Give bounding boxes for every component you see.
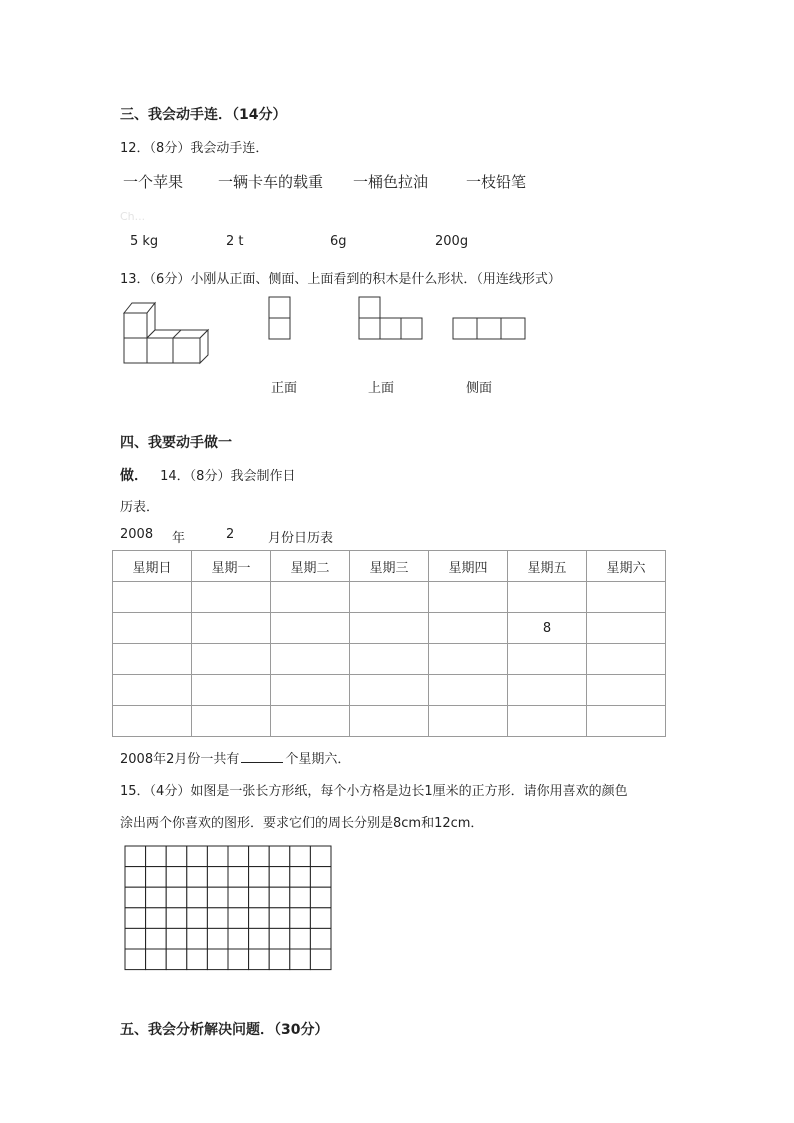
weekday-fri: 星期五 <box>508 551 587 582</box>
calendar-row <box>113 613 666 644</box>
grid-square[interactable] <box>187 867 208 888</box>
q14-prompt-b: 历表． <box>120 500 160 515</box>
view-front-shape <box>268 296 292 340</box>
grid-square[interactable] <box>166 908 187 929</box>
calendar-title: 月份日历表 <box>268 531 334 546</box>
grid-square[interactable] <box>228 846 249 867</box>
calendar-table <box>112 550 666 737</box>
q15-grid-svg[interactable] <box>124 845 334 973</box>
calendar-cell[interactable] <box>113 582 192 613</box>
calendar-header-row <box>113 551 666 582</box>
q14-footer-b: 个星期六． <box>285 752 351 767</box>
q15-line-2: 涂出两个你喜欢的图形．要求它们的周长分别是8cm和12cm． <box>120 816 484 831</box>
grid-square[interactable] <box>207 928 228 949</box>
calendar-cell[interactable] <box>271 644 350 675</box>
grid-square[interactable] <box>269 908 290 929</box>
grid-square[interactable] <box>290 846 311 867</box>
grid-square[interactable] <box>146 949 167 970</box>
grid-square[interactable] <box>228 887 249 908</box>
q15-square-grid[interactable] <box>124 845 334 977</box>
calendar-cell[interactable] <box>350 613 429 644</box>
q12-weight-2t: 2 t <box>226 234 244 249</box>
grid-square[interactable] <box>146 846 167 867</box>
q12-weight-200g: 200g <box>435 234 469 249</box>
q12-item-pencil: 一枝铅笔 <box>466 173 527 191</box>
weekday-sun: 星期日 <box>113 551 192 582</box>
calendar-cell[interactable] <box>587 613 666 644</box>
grid-square[interactable] <box>125 928 146 949</box>
grid-square[interactable] <box>290 949 311 970</box>
grid-square[interactable] <box>249 908 270 929</box>
q13-prompt: 13．（6分）小刚从正面、侧面、上面看到的积木是什么形状．（用连线形式） <box>120 272 561 287</box>
calendar-cell[interactable] <box>271 675 350 706</box>
view-top-shape <box>358 296 424 340</box>
calendar-cell[interactable] <box>350 644 429 675</box>
calendar-cell[interactable] <box>350 582 429 613</box>
calendar-cell[interactable] <box>429 644 508 675</box>
grid-square[interactable] <box>310 867 331 888</box>
calendar-cell[interactable] <box>587 675 666 706</box>
label-front: 正面 <box>271 381 298 396</box>
calendar-cell[interactable] <box>271 613 350 644</box>
section-4-heading-cont: 做． <box>120 468 148 484</box>
grid-square[interactable] <box>187 908 208 929</box>
grid-square[interactable] <box>310 949 331 970</box>
q12-item-truck: 一辆卡车的载重 <box>218 173 324 191</box>
grid-square[interactable] <box>207 867 228 888</box>
calendar-row <box>113 582 666 613</box>
calendar-cell[interactable] <box>271 706 350 737</box>
view-side-shape <box>452 317 526 340</box>
grid-square[interactable] <box>310 846 331 867</box>
grid-square[interactable] <box>166 867 187 888</box>
grid-square[interactable] <box>249 928 270 949</box>
calendar-row <box>113 644 666 675</box>
q12-item-oil: 一桶色拉油 <box>353 173 429 191</box>
grid-square[interactable] <box>228 908 249 929</box>
calendar-cell[interactable] <box>113 644 192 675</box>
grid-square[interactable] <box>228 867 249 888</box>
calendar-year: 2008 <box>120 527 154 542</box>
grid-square[interactable] <box>125 846 146 867</box>
calendar-cell[interactable] <box>508 582 587 613</box>
grid-square[interactable] <box>228 949 249 970</box>
calendar-year-unit: 年 <box>172 531 186 546</box>
calendar-cell[interactable] <box>192 644 271 675</box>
weekday-mon: 星期一 <box>192 551 271 582</box>
grid-square[interactable] <box>249 846 270 867</box>
grid-square[interactable] <box>146 908 167 929</box>
calendar-cell[interactable] <box>192 675 271 706</box>
weekday-thu: 星期四 <box>429 551 508 582</box>
calendar-cell[interactable] <box>192 582 271 613</box>
weekday-sat: 星期六 <box>587 551 666 582</box>
grid-square[interactable] <box>310 887 331 908</box>
section-4-heading: 四、我要动手做一 <box>120 435 232 451</box>
calendar-cell[interactable] <box>271 582 350 613</box>
weekday-tue: 星期二 <box>271 551 350 582</box>
calendar-cell[interactable] <box>350 706 429 737</box>
grid-square[interactable] <box>269 887 290 908</box>
grid-square[interactable] <box>146 928 167 949</box>
grid-square[interactable] <box>207 908 228 929</box>
grid-square[interactable] <box>166 846 187 867</box>
q14-answer-blank[interactable] <box>241 750 283 763</box>
calendar-cell[interactable]: 8 <box>508 613 587 644</box>
grid-square[interactable] <box>269 846 290 867</box>
grid-square[interactable] <box>207 846 228 867</box>
calendar-cell[interactable] <box>429 613 508 644</box>
calendar-cell[interactable] <box>508 675 587 706</box>
calendar-cell[interactable] <box>429 675 508 706</box>
grid-square[interactable] <box>269 949 290 970</box>
calendar-cell[interactable] <box>508 706 587 737</box>
calendar-row <box>113 706 666 737</box>
grid-square[interactable] <box>166 887 187 908</box>
label-side: 侧面 <box>466 381 493 396</box>
calendar-cell[interactable] <box>192 706 271 737</box>
weekday-wed: 星期三 <box>350 551 429 582</box>
grid-square[interactable] <box>249 949 270 970</box>
grid-square[interactable] <box>125 949 146 970</box>
calendar-cell[interactable] <box>113 706 192 737</box>
grid-square[interactable] <box>207 887 228 908</box>
calendar-cell[interactable] <box>350 675 429 706</box>
grid-square[interactable] <box>187 928 208 949</box>
grid-square[interactable] <box>228 928 249 949</box>
calendar-month: 2 <box>226 527 235 542</box>
faint-text: Ch... <box>120 210 146 223</box>
grid-square[interactable] <box>166 949 187 970</box>
calendar-cell[interactable] <box>587 644 666 675</box>
grid-square[interactable] <box>146 887 167 908</box>
grid-square[interactable] <box>187 949 208 970</box>
grid-square[interactable] <box>249 887 270 908</box>
grid-square[interactable] <box>290 928 311 949</box>
grid-square[interactable] <box>290 867 311 888</box>
calendar-cell[interactable] <box>192 613 271 644</box>
grid-square[interactable] <box>187 887 208 908</box>
calendar-cell[interactable] <box>587 706 666 737</box>
calendar-cell[interactable] <box>508 644 587 675</box>
q12-weight-5kg: 5 kg <box>130 234 159 249</box>
blocks-3d-figure <box>122 298 212 368</box>
grid-square[interactable] <box>207 949 228 970</box>
grid-square[interactable] <box>125 887 146 908</box>
calendar-cell[interactable] <box>429 706 508 737</box>
q14-footer <box>120 748 350 767</box>
grid-square[interactable] <box>187 846 208 867</box>
q12-weight-6g: 6g <box>330 234 347 249</box>
calendar-cell[interactable] <box>113 613 192 644</box>
calendar-cell[interactable] <box>587 582 666 613</box>
grid-square[interactable] <box>310 928 331 949</box>
grid-square[interactable] <box>166 928 187 949</box>
q14-footer-a: 2008年2月份一共有 <box>120 752 240 767</box>
grid-square[interactable] <box>310 908 331 929</box>
grid-square[interactable] <box>269 867 290 888</box>
grid-square[interactable] <box>290 887 311 908</box>
q14-prompt-a: 14．（8分）我会制作日 <box>160 469 296 484</box>
q12-item-apple: 一个苹果 <box>123 173 184 191</box>
grid-square[interactable] <box>146 867 167 888</box>
q15-line-1: 15．（4分）如图是一张长方形纸，每个小方格是边长1厘米的正方形．请你用喜欢的颜色 <box>120 784 628 799</box>
grid-square[interactable] <box>125 867 146 888</box>
grid-square[interactable] <box>249 867 270 888</box>
calendar-cell[interactable] <box>113 675 192 706</box>
section-5-heading: 五、我会分析解决问题．（30分） <box>120 1022 329 1038</box>
section-3-heading: 三、我会动手连．（14分） <box>120 107 287 123</box>
calendar-cell[interactable] <box>429 582 508 613</box>
label-top: 上面 <box>368 381 395 396</box>
grid-square[interactable] <box>269 928 290 949</box>
calendar-row <box>113 675 666 706</box>
grid-square[interactable] <box>290 908 311 929</box>
grid-square[interactable] <box>125 908 146 929</box>
q12-prompt: 12．（8分）我会动手连． <box>120 141 269 156</box>
